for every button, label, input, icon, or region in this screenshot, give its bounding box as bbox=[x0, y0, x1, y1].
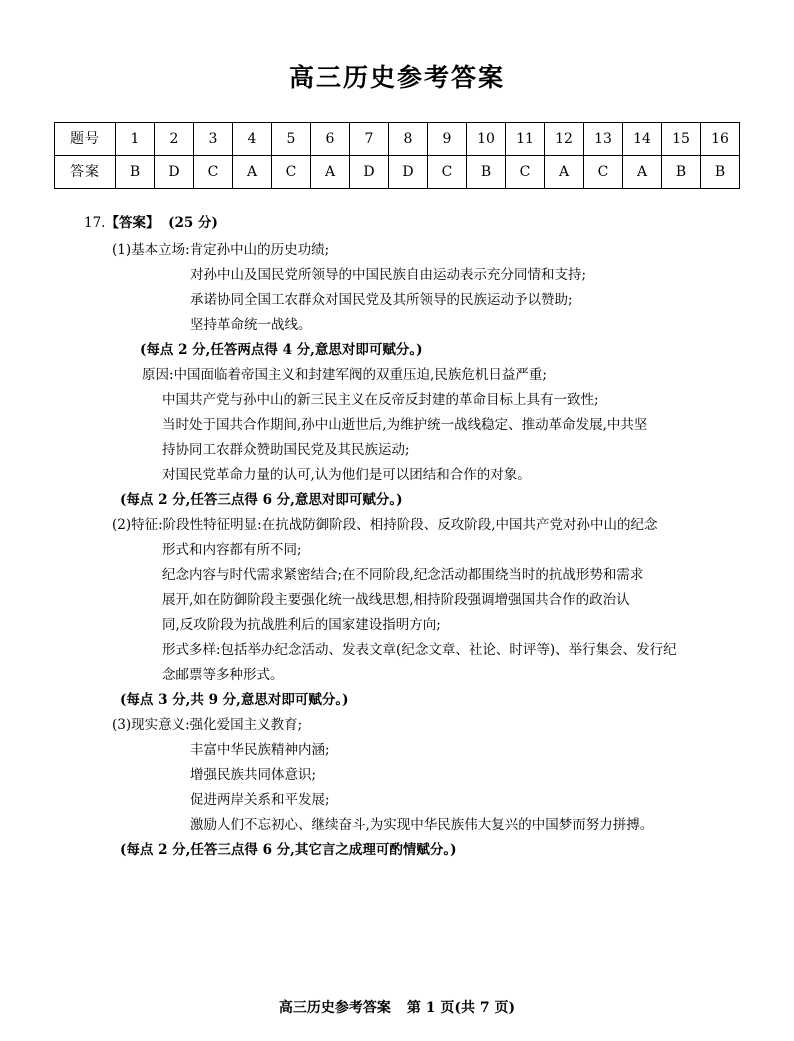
q17-reason-line4: 持协同工农群众赞助国民党及其民族运动; bbox=[162, 442, 410, 458]
q17-part2-line5: 同,反攻阶段为抗战胜利后的国家建设指明方向; bbox=[162, 617, 441, 633]
footer-page-number: 第 1 页(共 7 页) bbox=[406, 1000, 516, 1016]
q17-part2-line1 bbox=[112, 513, 724, 538]
question-number-cell: 13 bbox=[584, 123, 623, 156]
q17-part3-line3: 增强民族共同体意识; bbox=[190, 767, 317, 783]
answer-cell: B bbox=[701, 156, 740, 189]
question-17-answer-label: 【答案】 bbox=[105, 215, 160, 231]
question-number-cell: 6 bbox=[311, 123, 350, 156]
row-header-question-number: 题号 bbox=[55, 123, 116, 156]
q17-part2-note: (每点 3 分,共 9 分,意思对即可赋分。) bbox=[120, 692, 349, 708]
question-number-cell: 7 bbox=[350, 123, 389, 156]
q17-reason-text1: 中国面临着帝国主义和封建军阀的双重压迫,民族危机日益严重; bbox=[173, 367, 547, 383]
q17-part1-line3: 承诺协同全国工农群众对国民党及其所领导的民族运动予以赞助; bbox=[190, 292, 573, 308]
answer-cell: C bbox=[272, 156, 311, 189]
q17-reason-note: (每点 2 分,任答三点得 6 分,意思对即可赋分。) bbox=[120, 492, 403, 508]
answer-cell: D bbox=[389, 156, 428, 189]
answer-cell: B bbox=[662, 156, 701, 189]
answer-cell: C bbox=[428, 156, 467, 189]
page-title: 高三历史参考答案 bbox=[288, 63, 505, 92]
answer-cell: D bbox=[155, 156, 194, 189]
q17-part1-line1 bbox=[112, 238, 724, 263]
q17-part3-line2: 丰富中华民族精神内涵; bbox=[190, 742, 330, 758]
q17-part2-line7: 念邮票等多种形式。 bbox=[162, 667, 284, 683]
q17-part2-line3: 纪念内容与时代需求紧密结合;在不同阶段,纪念活动都围绕当时的抗战形势和需求 bbox=[162, 567, 644, 583]
question-number-cell: 14 bbox=[623, 123, 662, 156]
answer-cell: C bbox=[194, 156, 233, 189]
table-row-answers bbox=[55, 156, 740, 189]
answer-cell: A bbox=[311, 156, 350, 189]
q17-part2-line6: 形式多样:包括举办纪念活动、发表文章(纪念文章、社论、时评等)、举行集会、发行纪 bbox=[162, 642, 677, 658]
q17-part3-text1: 强化爱国主义教育; bbox=[189, 717, 303, 733]
question-number-cell: 1 bbox=[116, 123, 155, 156]
question-number-cell: 3 bbox=[194, 123, 233, 156]
answer-key-table bbox=[54, 122, 740, 189]
answer-table-container bbox=[70, 122, 729, 189]
question-number-cell: 16 bbox=[701, 123, 740, 156]
q17-part2-label: (2)特征: bbox=[112, 517, 163, 533]
q17-part3-line4: 促进两岸关系和平发展; bbox=[190, 792, 330, 808]
answer-cell: C bbox=[584, 156, 623, 189]
answer-cell: A bbox=[233, 156, 272, 189]
q17-reason-line1 bbox=[142, 363, 724, 388]
question-17-heading bbox=[84, 211, 724, 236]
question-number-cell: 10 bbox=[467, 123, 506, 156]
question-17-score: (25 分) bbox=[168, 215, 218, 231]
answer-cell: A bbox=[545, 156, 584, 189]
q17-part3-line1 bbox=[112, 713, 724, 738]
question-number-cell: 8 bbox=[389, 123, 428, 156]
question-number-cell: 4 bbox=[233, 123, 272, 156]
q17-part2-line4: 展开,如在防御阶段主要强化统一战线思想,相持阶段强调增强国共合作的政治认 bbox=[162, 592, 630, 608]
answer-cell: C bbox=[506, 156, 545, 189]
question-number-cell: 12 bbox=[545, 123, 584, 156]
q17-reason-line3: 当时处于国共合作期间,孙中山逝世后,为维护统一战线稳定、推动革命发展,中共坚 bbox=[162, 417, 648, 433]
q17-part1-line4: 坚持革命统一战线。 bbox=[190, 317, 312, 333]
footer-title: 高三历史参考答案 bbox=[278, 1000, 391, 1016]
question-number-cell: 2 bbox=[155, 123, 194, 156]
answer-cell: B bbox=[467, 156, 506, 189]
q17-part2-line2: 形式和内容都有所不同; bbox=[162, 542, 302, 558]
question-number-cell: 11 bbox=[506, 123, 545, 156]
answer-cell: D bbox=[350, 156, 389, 189]
row-header-answer: 答案 bbox=[55, 156, 116, 189]
question-number-cell: 9 bbox=[428, 123, 467, 156]
q17-reason-line2: 中国共产党与孙中山的新三民主义在反帝反封建的革命目标上具有一致性; bbox=[162, 392, 599, 408]
answer-cell: B bbox=[116, 156, 155, 189]
page-footer bbox=[0, 997, 794, 1017]
answer-cell: A bbox=[623, 156, 662, 189]
document-page bbox=[0, 58, 794, 1041]
q17-reason-line5: 对国民党革命力量的认可,认为他们是可以团结和合作的对象。 bbox=[162, 467, 531, 483]
q17-reason-label: 原因: bbox=[142, 367, 174, 383]
q17-part1-text1: 肯定孙中山的历史功绩; bbox=[189, 242, 330, 258]
q17-part3-note: (每点 2 分,任答三点得 6 分,其它言之成理可酌情赋分。) bbox=[120, 842, 457, 858]
question-number-cell: 15 bbox=[662, 123, 701, 156]
q17-part3-line5: 激励人们不忘初心、继续奋斗,为实现中华民族伟大复兴的中国梦而努力拼搏。 bbox=[190, 817, 654, 833]
answer-body bbox=[70, 211, 724, 863]
q17-part3-label: (3)现实意义: bbox=[112, 717, 190, 733]
q17-part2-text1: 阶段性特征明显:在抗战防御阶段、相持阶段、反攻阶段,中国共产党对孙中山的纪念 bbox=[162, 517, 658, 533]
table-row-questions bbox=[55, 123, 740, 156]
q17-part1-label: (1)基本立场: bbox=[112, 242, 190, 258]
q17-part1-note: (每点 2 分,任答两点得 4 分,意思对即可赋分。) bbox=[140, 342, 423, 358]
question-17-number: 17. bbox=[84, 215, 106, 231]
q17-part1-line2: 对孙中山及国民党所领导的中国民族自由运动表示充分同情和支持; bbox=[190, 267, 587, 283]
question-number-cell: 5 bbox=[272, 123, 311, 156]
